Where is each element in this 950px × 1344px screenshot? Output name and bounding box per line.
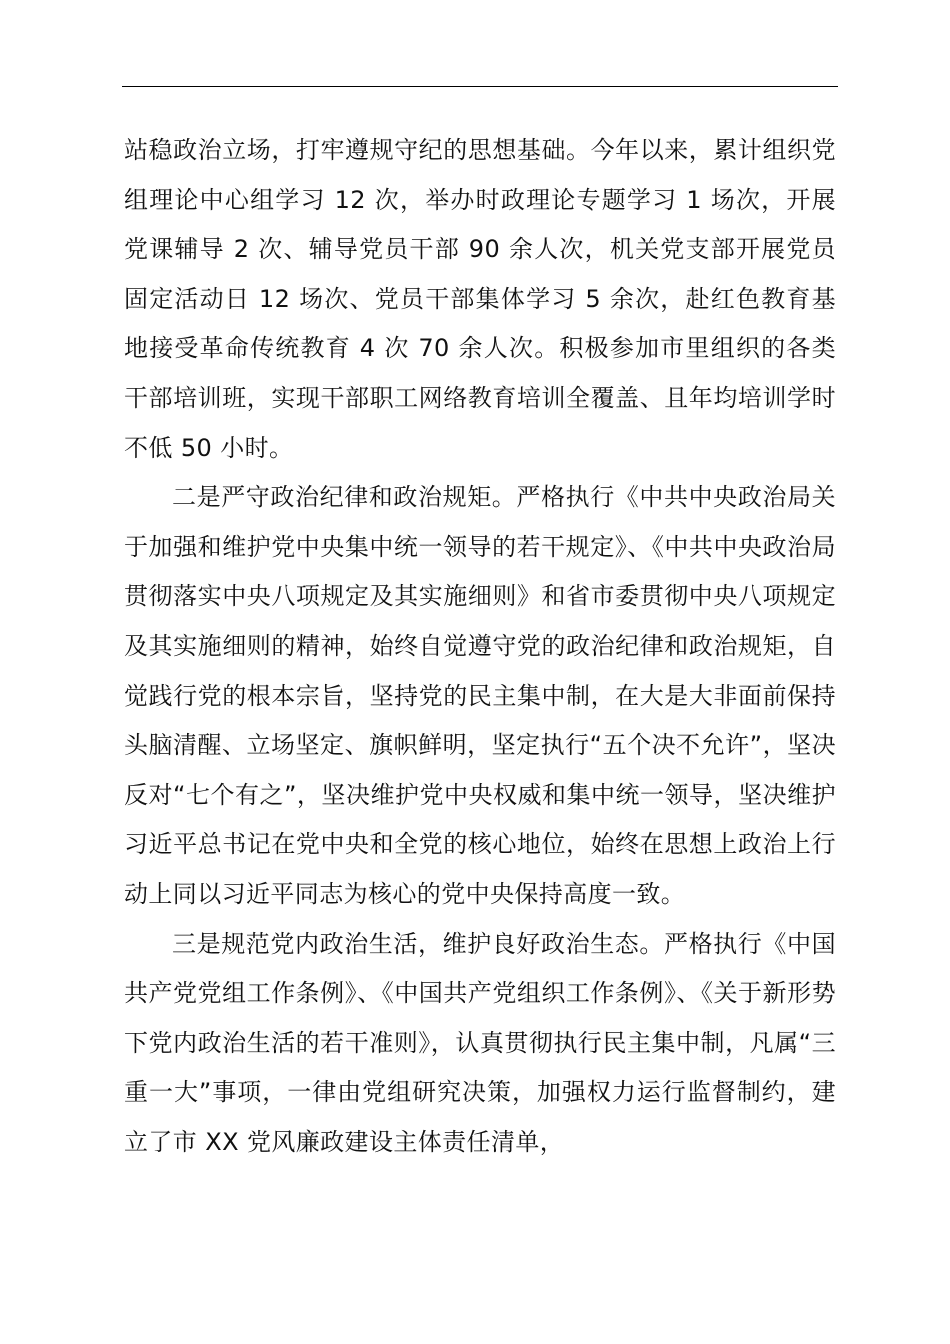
paragraph-political-stance: 站稳政治立场，打牢遵规守纪的思想基础。今年以来，累计组织党组理论中心组学习 12 次，举办时政理论专题学习 1 场次，开展党课辅导 2 次、辅导党员干部 90 余人次，机关党支部开展党员固定活动日 12 场次、党员干部集体学习 5 余次，赴红色教育基地接受革命传统教育 4 次 70 余人次。积极参加市里组织的各类干部培训班，实现干部职工网络教育培训全覆盖、且年均培训学时不低 50 小时。 [124, 136, 836, 462]
document-body [124, 126, 836, 1167]
paragraph-political-life: 三是规范党内政治生活，维护良好政治生态。严格执行《中国共产党党组工作条例》、《中国共产党组织工作条例》、《关于新形势下党内政治生活的若干准则》，认真贯彻执行民主集中制，凡属“三重一大”事项，一律由党组研究决策，加强权力运行监督制约，建立了市 XX 党风廉政建设主体责任清单， [124, 929, 836, 1156]
header-rule [122, 86, 838, 87]
paragraph-political-discipline: 二是严守政治纪律和政治规矩。严格执行《中共中央政治局关于加强和维护党中央集中统一领导的若干规定》、《中共中央政治局贯彻落实中央八项规定及其实施细则》和省市委贯彻中央八项规定及其实施细则的精神，始终自觉遵守党的政治纪律和政治规矩，自觉践行党的根本宗旨，坚持党的民主集中制，在大是大非面前保持头脑清醒、立场坚定、旗帜鲜明，坚定执行“五个决不允许”，坚决反对“七个有之”，坚决维护党中央权威和集中统一领导，坚决维护习近平总书记在党中央和全党的核心地位，始终在思想上政治上行动上同以习近平同志为核心的党中央保持高度一致。 [124, 483, 836, 908]
